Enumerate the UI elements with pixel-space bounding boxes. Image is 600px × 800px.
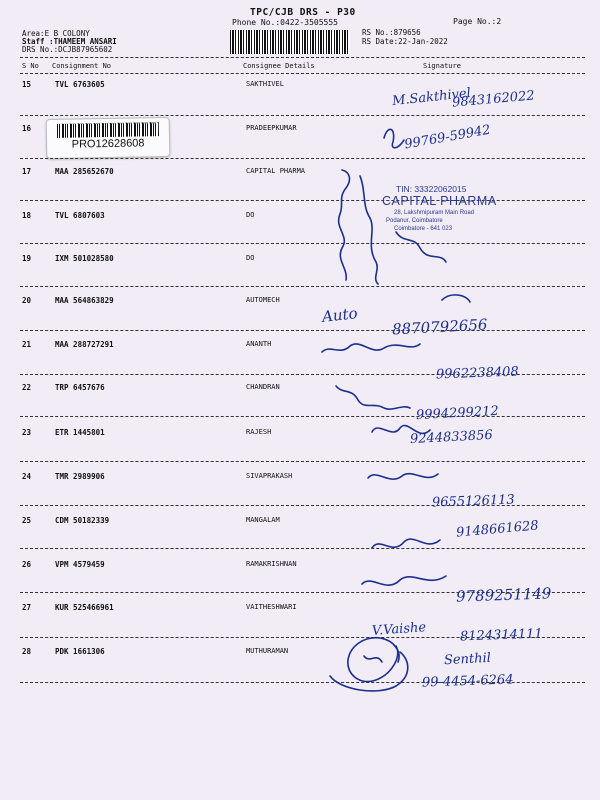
handwritten-phone: 99769-59942 bbox=[403, 122, 492, 153]
row-consignee: VAITHESHWARI bbox=[246, 603, 297, 611]
row-consignee: ANANTH bbox=[246, 340, 272, 348]
signature-scribble bbox=[364, 656, 382, 662]
row-sno: 15 bbox=[22, 80, 32, 89]
row-sno: 21 bbox=[22, 340, 32, 349]
signature-scribble bbox=[372, 425, 430, 433]
sticker-code: PRO12628608 bbox=[71, 137, 145, 151]
stamp-name: CAPITAL PHARMA bbox=[382, 194, 497, 208]
row-consignee: MUTHURAMAN bbox=[246, 647, 289, 655]
row-sno: 27 bbox=[22, 603, 32, 612]
col-consignment: Consignment No bbox=[52, 62, 112, 70]
row-sno: 20 bbox=[22, 296, 32, 305]
signature-scribble bbox=[384, 129, 404, 147]
row-consignment: KUR 525466961 bbox=[55, 603, 114, 612]
row-consignment: PDK 1661306 bbox=[55, 647, 105, 656]
signature-scribble bbox=[330, 652, 408, 691]
stamp-address: 28, Lakshmipuram Main Road bbox=[394, 210, 475, 216]
row-consignee: RAJESH bbox=[246, 428, 272, 436]
stamp-tin: TIN: 33322062015 bbox=[396, 184, 467, 194]
handwritten-phone: 8870792656 bbox=[391, 315, 488, 339]
signature-scribble bbox=[360, 176, 378, 284]
signature-scribble bbox=[442, 295, 470, 302]
row-consignee: CAPITAL PHARMA bbox=[246, 167, 306, 175]
row-consignment: CDM 50182339 bbox=[55, 516, 110, 525]
signature-scribble bbox=[362, 576, 446, 585]
stamp-address: Coimbatore - 641 023 bbox=[394, 226, 453, 232]
handwritten-name: Auto bbox=[321, 304, 359, 326]
handwritten-phone: 9994299212 bbox=[415, 403, 500, 424]
row-consignment: ETR 1445801 bbox=[55, 428, 105, 437]
row-consignment: MAA 288727291 bbox=[55, 340, 114, 349]
row-consignee: PRADEEPKUMAR bbox=[246, 124, 297, 132]
phone-number: Phone No.:0422-3505555 bbox=[232, 18, 338, 27]
col-consignee: Consignee Details bbox=[243, 62, 315, 70]
stamp-address: Podanur, Coimbatore bbox=[386, 218, 443, 224]
area-label: Area:E B COLONY bbox=[22, 29, 90, 38]
signature-scribble bbox=[396, 232, 446, 262]
row-consignment: TMR 2989906 bbox=[55, 472, 105, 481]
row-sno: 19 bbox=[22, 254, 32, 263]
drs-number: DRS No.:DCJB87965602 bbox=[22, 45, 113, 54]
handwritten-phone: 9655126113 bbox=[431, 492, 515, 511]
row-sno: 23 bbox=[22, 428, 32, 437]
signature-scribble bbox=[322, 344, 420, 352]
row-consignee: SAKTHIVEL bbox=[246, 80, 284, 88]
row-sno: 24 bbox=[22, 472, 32, 481]
col-signature: Signature bbox=[423, 62, 461, 70]
handwritten-phone: 8124314111 bbox=[459, 626, 543, 645]
rs-date: RS Date:22-Jan-2022 bbox=[362, 37, 448, 46]
row-consignee: AUTOMECH bbox=[246, 296, 280, 304]
drs-title: TPC/CJB DRS - P30 bbox=[250, 7, 356, 18]
row-sno: 18 bbox=[22, 211, 32, 220]
handwritten-phone: 9148661628 bbox=[455, 518, 540, 541]
col-sno: S No bbox=[22, 62, 39, 70]
row-consignee: DO bbox=[246, 211, 255, 219]
row-consignment: TVL 6763605 bbox=[55, 80, 105, 89]
row-consignee: CHANDRAN bbox=[246, 383, 280, 391]
row-consignment: MAA 564863829 bbox=[55, 296, 114, 305]
signature-scribble bbox=[368, 474, 438, 479]
page-number: Page No.:2 bbox=[453, 17, 502, 26]
staff-label: Staff :THAMEEM ANSARI bbox=[22, 37, 117, 46]
row-consignment: MAA 285652670 bbox=[55, 167, 114, 176]
handwritten-name: M.Sakthivel bbox=[391, 85, 472, 110]
handwritten-phone: 99-4454-6264 bbox=[421, 672, 514, 691]
row-consignment: IXM 501028580 bbox=[55, 254, 114, 263]
signature-scribble bbox=[372, 539, 440, 548]
row-sno: 28 bbox=[22, 647, 32, 656]
handwritten-phone: 9843162022 bbox=[451, 88, 536, 111]
row-consignment: TRP 6457676 bbox=[55, 383, 105, 392]
row-consignee: SIVAPRAKASH bbox=[246, 472, 293, 480]
row-sno: 16 bbox=[22, 124, 32, 133]
signature-scribble bbox=[348, 638, 399, 682]
row-sno: 26 bbox=[22, 560, 32, 569]
handwritten-name: V.Vaishe bbox=[371, 620, 427, 639]
handwritten-name: Senthil bbox=[443, 650, 492, 669]
row-consignment: VPM 4579459 bbox=[55, 560, 105, 569]
row-consignee: RAMAKRISHNAN bbox=[246, 560, 297, 568]
row-consignee: MANGALAM bbox=[246, 516, 280, 524]
signature-scribble bbox=[336, 386, 410, 409]
row-sno: 22 bbox=[22, 383, 32, 392]
row-sno: 17 bbox=[22, 167, 32, 176]
row-sno: 25 bbox=[22, 516, 32, 525]
rs-number: RS No.:879656 bbox=[362, 28, 421, 37]
row-consignee: DO bbox=[246, 254, 255, 262]
brace-mark bbox=[339, 170, 350, 280]
row-consignment: TVL 6807603 bbox=[55, 211, 105, 220]
handwritten-phone: 9962238408 bbox=[435, 364, 519, 383]
handwritten-phone: 9789251149 bbox=[455, 584, 552, 606]
handwritten-phone: 9244833856 bbox=[409, 427, 494, 448]
